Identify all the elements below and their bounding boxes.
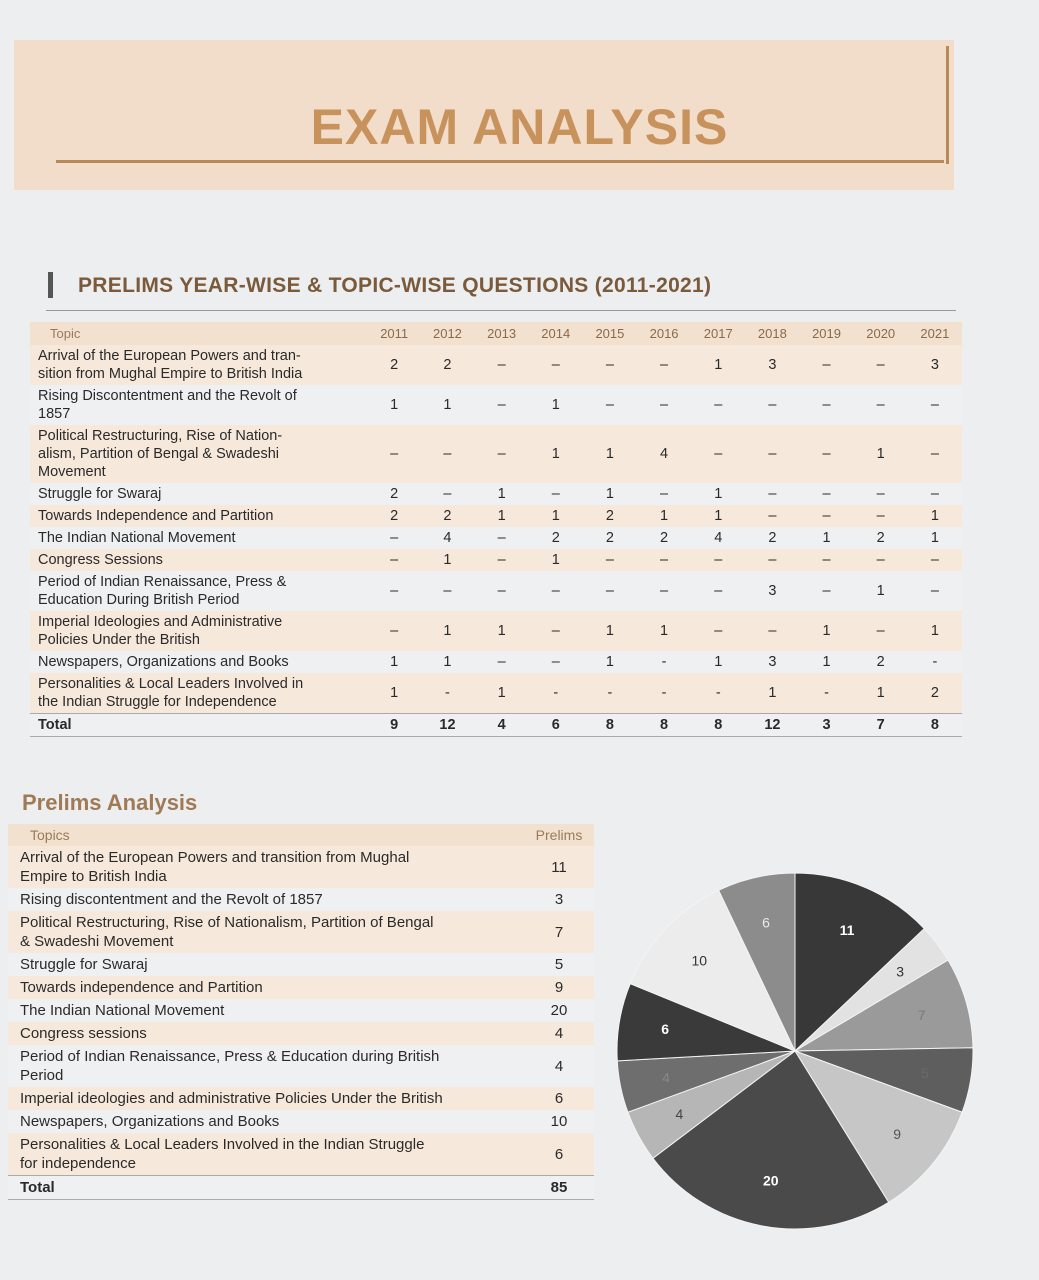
year-value: – (799, 385, 853, 425)
topic-cell (8, 1087, 524, 1110)
topic-line: Congress Sessions (38, 552, 163, 568)
topic-cell (30, 651, 368, 673)
year-value: 1 (529, 505, 583, 527)
year-value: – (637, 385, 691, 425)
year-value: – (854, 345, 908, 385)
year-value: 2 (420, 505, 474, 527)
year-value: – (745, 483, 799, 505)
year-value: - (691, 673, 745, 714)
table-row (8, 1087, 594, 1110)
pie-slice-label: 9 (893, 1126, 902, 1143)
year-value: – (420, 571, 474, 611)
prelims-value: 3 (524, 888, 594, 911)
topic-line: Imperial Ideologies and Administrative (38, 614, 283, 630)
year-value: – (745, 549, 799, 571)
year-value: – (475, 651, 529, 673)
topic-line: Empire to British India (20, 868, 167, 885)
year-value: – (854, 505, 908, 527)
year-table-header (30, 322, 962, 345)
year-value: 3 (745, 651, 799, 673)
year-value: – (745, 385, 799, 425)
topic-line: Arrival of the European Powers and tran- (38, 348, 301, 364)
year-value: - (637, 673, 691, 714)
pie-slice-label: 7 (917, 1006, 926, 1023)
table-row (30, 673, 962, 714)
topic-line: Imperial ideologies and administrative Policies Under the British (20, 1090, 443, 1107)
total-value: 4 (475, 714, 529, 737)
topic-line: The Indian National Movement (38, 530, 236, 546)
year-value: 1 (368, 385, 420, 425)
year-value: – (854, 549, 908, 571)
year-value: - (799, 673, 853, 714)
year-value: – (691, 571, 745, 611)
analysis-title: Prelims Analysis (22, 790, 198, 815)
section-divider (46, 310, 956, 311)
year-value: – (475, 549, 529, 571)
year-value: 4 (637, 425, 691, 483)
year-value: – (908, 385, 962, 425)
col-year: 2021 (908, 322, 962, 345)
year-value: – (637, 571, 691, 611)
table-row (30, 549, 962, 571)
year-value: – (583, 345, 637, 385)
topic-cell (30, 425, 368, 483)
topic-line: the Indian Struggle for Independence (38, 694, 277, 710)
topic-cell (8, 953, 524, 976)
year-value: – (637, 345, 691, 385)
year-value: 2 (368, 505, 420, 527)
topic-line: Movement (38, 464, 106, 480)
year-value: – (529, 611, 583, 651)
topic-line: Struggle for Swaraj (20, 956, 148, 973)
year-value: 1 (854, 571, 908, 611)
prelims-value: 5 (524, 953, 594, 976)
banner-side-rule (946, 46, 949, 164)
total-value: 6 (529, 714, 583, 737)
year-value: - (908, 651, 962, 673)
year-value: – (475, 425, 529, 483)
col-year: 2020 (854, 322, 908, 345)
year-value: 1 (637, 611, 691, 651)
table-row (8, 911, 594, 953)
col-year: 2019 (799, 322, 853, 345)
year-value: 1 (475, 673, 529, 714)
topic-cell (30, 505, 368, 527)
col-year: 2014 (529, 322, 583, 345)
year-value: – (799, 549, 853, 571)
year-value: 2 (420, 345, 474, 385)
year-value: – (637, 549, 691, 571)
topic-line: Political Restructuring, Rise of Nation- (38, 428, 283, 444)
year-value: 1 (420, 651, 474, 673)
pie-slice-label: 20 (763, 1172, 779, 1189)
table-row (30, 571, 962, 611)
year-value: 1 (745, 673, 799, 714)
year-wise-table (30, 322, 962, 737)
year-value: 1 (368, 651, 420, 673)
year-value: – (368, 527, 420, 549)
table-row (8, 1022, 594, 1045)
topic-cell (8, 1045, 524, 1087)
year-value: – (691, 425, 745, 483)
topic-line: Policies Under the British (38, 632, 200, 648)
year-value: 1 (799, 611, 853, 651)
col-prelims: Prelims (524, 824, 594, 846)
section-marker (48, 272, 53, 298)
section-title: PRELIMS YEAR-WISE & TOPIC-WISE QUESTIONS (2011-2021) (78, 274, 712, 297)
page-title: EXAM ANALYSIS (310, 99, 729, 155)
year-value: 2 (583, 527, 637, 549)
prelims-value: 9 (524, 976, 594, 999)
table-row (30, 425, 962, 483)
topic-line: The Indian National Movement (20, 1002, 225, 1019)
pie-slice-label: 11 (839, 922, 855, 939)
table-row (30, 505, 962, 527)
year-value: 1 (799, 651, 853, 673)
pie-slice-label: 5 (921, 1064, 929, 1081)
topic-cell (8, 1133, 524, 1176)
year-value: 3 (745, 571, 799, 611)
year-value: – (529, 651, 583, 673)
total-label: Total (30, 714, 368, 737)
year-value: 3 (745, 345, 799, 385)
year-value: – (691, 549, 745, 571)
col-year: 2013 (475, 322, 529, 345)
topic-line: Congress sessions (20, 1025, 147, 1042)
year-value: - (420, 673, 474, 714)
year-value: 1 (420, 385, 474, 425)
analysis-table-header (8, 824, 594, 846)
year-value: 1 (854, 673, 908, 714)
year-value: – (529, 345, 583, 385)
prelims-value: 4 (524, 1045, 594, 1087)
year-value: – (475, 571, 529, 611)
pie-slice-label: 10 (691, 952, 708, 969)
prelims-value: 11 (524, 846, 594, 888)
year-value: – (799, 345, 853, 385)
topic-cell (8, 1110, 524, 1133)
table-row (30, 611, 962, 651)
topic-cell (30, 611, 368, 651)
total-value: 8 (583, 714, 637, 737)
year-value: 1 (854, 425, 908, 483)
topic-cell (30, 571, 368, 611)
table-row (8, 953, 594, 976)
year-value: 1 (908, 611, 962, 651)
year-value: - (583, 673, 637, 714)
topic-line: Towards independence and Partition (20, 979, 263, 996)
year-value: – (420, 483, 474, 505)
table-row (8, 1045, 594, 1087)
topic-line: Personalities & Local Leaders Involved in (38, 676, 304, 692)
year-value: 1 (583, 425, 637, 483)
year-value: – (908, 425, 962, 483)
year-value: 1 (799, 527, 853, 549)
year-value: 1 (637, 505, 691, 527)
banner-underline (56, 160, 944, 163)
year-value: 4 (420, 527, 474, 549)
col-year: 2011 (368, 322, 420, 345)
year-value: – (368, 549, 420, 571)
prelims-value: 7 (524, 911, 594, 953)
topic-line: Education During British Period (38, 592, 240, 608)
year-value: - (637, 651, 691, 673)
topic-cell (30, 345, 368, 385)
col-year: 2012 (420, 322, 474, 345)
topic-line: Period (20, 1067, 64, 1084)
topic-line: Political Restructuring, Rise of Nationalism, Partition of Bengal (20, 914, 434, 931)
total-value: 9 (368, 714, 420, 737)
year-value: – (799, 505, 853, 527)
year-value: - (529, 673, 583, 714)
topic-line: sition from Mughal Empire to British India (38, 366, 303, 382)
topic-cell (8, 846, 524, 888)
year-value: 1 (420, 611, 474, 651)
year-value: 2 (637, 527, 691, 549)
total-value: 12 (420, 714, 474, 737)
topic-line: Newspapers, Organizations and Books (20, 1113, 280, 1130)
year-value: 2 (745, 527, 799, 549)
year-value: 1 (691, 483, 745, 505)
col-topics: Topics (8, 824, 524, 846)
total-label: Total (8, 1176, 524, 1200)
year-value: – (691, 385, 745, 425)
year-value: – (908, 483, 962, 505)
year-value: – (529, 483, 583, 505)
year-value: 1 (529, 549, 583, 571)
year-value: 2 (583, 505, 637, 527)
year-value: – (854, 611, 908, 651)
total-value: 85 (524, 1176, 594, 1200)
year-value: 3 (908, 345, 962, 385)
year-value: 1 (691, 345, 745, 385)
topic-line: Period of Indian Renaissance, Press & (38, 574, 287, 590)
year-value: – (529, 571, 583, 611)
col-year: 2016 (637, 322, 691, 345)
year-value: – (583, 549, 637, 571)
topic-line: alism, Partition of Bengal & Swadeshi (38, 446, 279, 462)
year-value: 1 (475, 483, 529, 505)
year-value: – (854, 385, 908, 425)
year-value: – (908, 549, 962, 571)
topic-cell (8, 999, 524, 1022)
topic-line: Arrival of the European Powers and transition from Mughal (20, 849, 410, 866)
year-value: 1 (529, 425, 583, 483)
table-row (30, 527, 962, 549)
prelims-value: 20 (524, 999, 594, 1022)
table-row (30, 345, 962, 385)
table-row (8, 999, 594, 1022)
topic-cell (30, 673, 368, 714)
topic-line: Rising discontentment and the Revolt of 1857 (20, 891, 323, 908)
year-value: 1 (368, 673, 420, 714)
total-value: 3 (799, 714, 853, 737)
year-value: 1 (475, 505, 529, 527)
total-value: 8 (908, 714, 962, 737)
year-value: – (583, 385, 637, 425)
year-value: – (908, 571, 962, 611)
topic-cell (8, 911, 524, 953)
topic-cell (8, 1022, 524, 1045)
topic-line: Towards Independence and Partition (38, 508, 274, 524)
topic-line: Newspapers, Organizations and Books (38, 654, 289, 670)
table-row (30, 483, 962, 505)
topic-cell (30, 527, 368, 549)
table-row (8, 888, 594, 911)
year-value: 1 (420, 549, 474, 571)
year-value: – (475, 385, 529, 425)
col-topic: Topic (30, 322, 368, 345)
table-row (8, 1110, 594, 1133)
year-value: 1 (529, 385, 583, 425)
topic-cell (30, 483, 368, 505)
table-row (30, 385, 962, 425)
pie-slice-label: 6 (661, 1021, 669, 1038)
year-value: – (745, 425, 799, 483)
topic-line: Rising Discontentment and the Revolt of (38, 388, 297, 404)
year-value: – (854, 483, 908, 505)
year-value: 2 (854, 527, 908, 549)
topic-cell (30, 385, 368, 425)
year-value: 1 (583, 483, 637, 505)
year-value: 2 (529, 527, 583, 549)
total-value: 12 (745, 714, 799, 737)
year-value: 1 (691, 651, 745, 673)
prelims-value: 10 (524, 1110, 594, 1133)
year-value: – (368, 611, 420, 651)
year-value: – (745, 611, 799, 651)
year-value: – (637, 483, 691, 505)
year-value: – (368, 571, 420, 611)
analysis-table (8, 824, 594, 1200)
pie-slice-label: 3 (896, 963, 905, 980)
total-value: 7 (854, 714, 908, 737)
col-year: 2015 (583, 322, 637, 345)
year-value: – (583, 571, 637, 611)
topic-line: 1857 (38, 406, 71, 422)
pie-slice-label: 4 (675, 1106, 684, 1123)
topic-line: Struggle for Swaraj (38, 486, 162, 502)
table-row (30, 651, 962, 673)
topic-cell (8, 888, 524, 911)
prelims-pie-chart (612, 868, 978, 1234)
col-year: 2017 (691, 322, 745, 345)
year-value: – (799, 571, 853, 611)
year-value: 1 (475, 611, 529, 651)
year-value: – (691, 611, 745, 651)
total-value: 8 (691, 714, 745, 737)
year-value: – (799, 483, 853, 505)
year-value: 2 (368, 345, 420, 385)
total-row (30, 714, 962, 737)
year-value: 1 (583, 651, 637, 673)
pie-slice-label: 6 (762, 914, 770, 931)
topic-line: & Swadeshi Movement (20, 933, 174, 950)
topic-line: Personalities & Local Leaders Involved in the Indian Struggle (20, 1136, 425, 1153)
table-row (8, 846, 594, 888)
year-value: 4 (691, 527, 745, 549)
pie-slice-label: 4 (662, 1069, 670, 1086)
total-value: 8 (637, 714, 691, 737)
prelims-value: 6 (524, 1133, 594, 1176)
topic-line: Period of Indian Renaissance, Press & Education during British (20, 1048, 440, 1065)
topic-cell (30, 549, 368, 571)
col-year: 2018 (745, 322, 799, 345)
year-value: 2 (854, 651, 908, 673)
table-row (8, 1133, 594, 1176)
year-value: – (745, 505, 799, 527)
year-value: – (368, 425, 420, 483)
year-value: 1 (908, 527, 962, 549)
year-value: 2 (368, 483, 420, 505)
prelims-value: 6 (524, 1087, 594, 1110)
total-row (8, 1176, 594, 1200)
year-value: – (475, 527, 529, 549)
year-value: 1 (908, 505, 962, 527)
topic-cell (8, 976, 524, 999)
year-value: 1 (691, 505, 745, 527)
year-value: 2 (908, 673, 962, 714)
year-value: – (475, 345, 529, 385)
year-value: 1 (583, 611, 637, 651)
prelims-value: 4 (524, 1022, 594, 1045)
topic-line: for independence (20, 1155, 136, 1172)
year-value: – (420, 425, 474, 483)
year-value: – (799, 425, 853, 483)
table-row (8, 976, 594, 999)
